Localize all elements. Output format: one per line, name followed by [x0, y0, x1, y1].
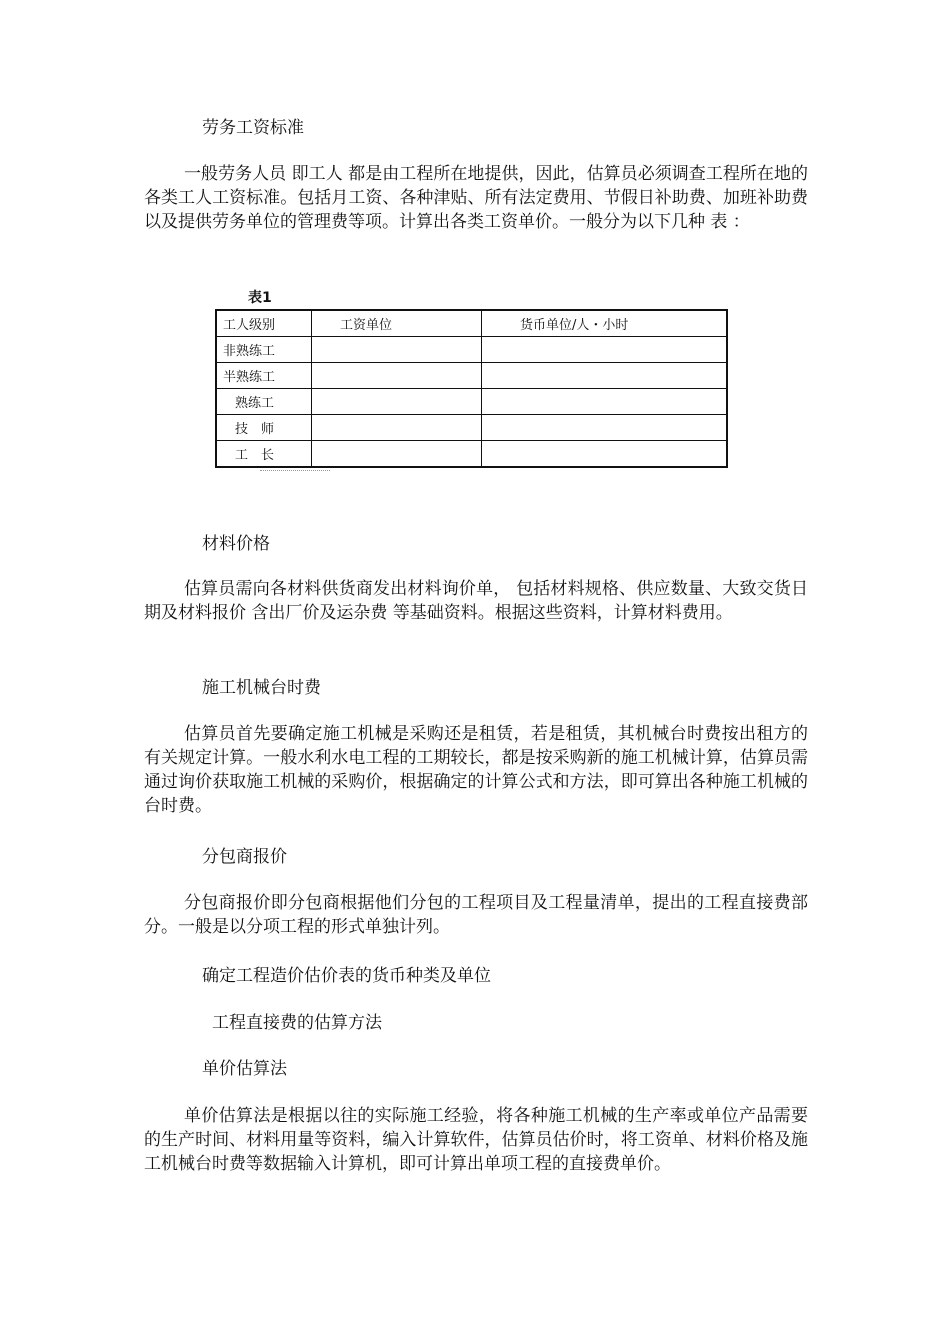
wage-table: [215, 309, 728, 468]
table-cell-currency-unit: [482, 415, 728, 441]
table-row: [216, 389, 727, 415]
table-cell-currency-unit: [482, 389, 728, 415]
table-cell-wage-unit: [312, 441, 482, 468]
column-header-currency-unit: 货币单位/人・小时: [482, 310, 728, 337]
table-row: [216, 337, 727, 363]
column-header-wage-unit: 工资单位: [312, 310, 482, 337]
direct-cost-heading: 工程直接费的估算方法: [212, 1013, 382, 1033]
table-cell-level: 半熟练工: [216, 363, 312, 389]
unit-price-heading: 单价估算法: [202, 1059, 287, 1079]
table-cell-level: 熟练工: [216, 389, 312, 415]
table-row: [216, 415, 727, 441]
table-cell-level: 技 师: [216, 415, 312, 441]
subcontractor-heading: 分包商报价: [202, 847, 287, 867]
currency-heading: 确定工程造价估价表的货币种类及单位: [202, 966, 491, 986]
subcontractor-paragraph: 分包商报价即分包商根据他们分包的工程项目及工程量清单，提出的工程直接费部分。一般是以分项工程的形式单独计列。: [144, 893, 808, 937]
unit-price-paragraph: 单价估算法是根据以往的实际施工经验，将各种施工机械的生产率或单位产品需要的生产时间、材料用量等资料，编入计算软件，估算员估价时，将工资单、材料价格及施工机械台时费等数据输入计算机，即可计算出单项工程的直接费单价。: [144, 1106, 808, 1174]
table-cell-wage-unit: [312, 363, 482, 389]
labor-heading: 劳务工资标准: [202, 118, 304, 138]
table-cell-wage-unit: [312, 389, 482, 415]
table-footnote-mark: [260, 470, 330, 474]
machinery-paragraph: 估算员首先要确定施工机械是采购还是租赁，若是租赁，其机械台时费按出租方的有关规定计算。一般水利水电工程的工期较长，都是按采购新的施工机械计算，估算员需通过询价获取施工机械的采购价，根据确定的计算公式和方法，即可算出各种施工机械的台时费。: [144, 724, 808, 816]
column-header-worker-level: 工人级别: [216, 310, 312, 337]
table-row: [216, 363, 727, 389]
table-cell-currency-unit: [482, 337, 728, 363]
table-cell-wage-unit: [312, 337, 482, 363]
table-header-row: [216, 310, 727, 337]
material-heading: 材料价格: [202, 534, 270, 554]
table-cell-level: 工 长: [216, 441, 312, 468]
table-cell-level: 非熟练工: [216, 337, 312, 363]
material-paragraph: 估算员需向各材料供货商发出材料询价单， 包括材料规格、供应数量、大致交货日期及材料报价 含出厂价及运杂费 等基础资料。根据这些资料，计算材料费用。: [144, 579, 808, 623]
table-caption: 表1: [248, 290, 272, 306]
machinery-heading: 施工机械台时费: [202, 678, 321, 698]
labor-paragraph: 一般劳务人员 即工人 都是由工程所在地提供，因此，估算员必须调查工程所在地的各类工人工资标准。包括月工资、各种津贴、所有法定费用、节假日补助费、加班补助费以及提供劳务单位的管理费等项。计算出各类工资单价。一般分为以下几种 表 ：: [144, 164, 808, 232]
table-cell-wage-unit: [312, 415, 482, 441]
table-cell-currency-unit: [482, 441, 728, 468]
table-row: [216, 441, 727, 468]
table-cell-currency-unit: [482, 363, 728, 389]
